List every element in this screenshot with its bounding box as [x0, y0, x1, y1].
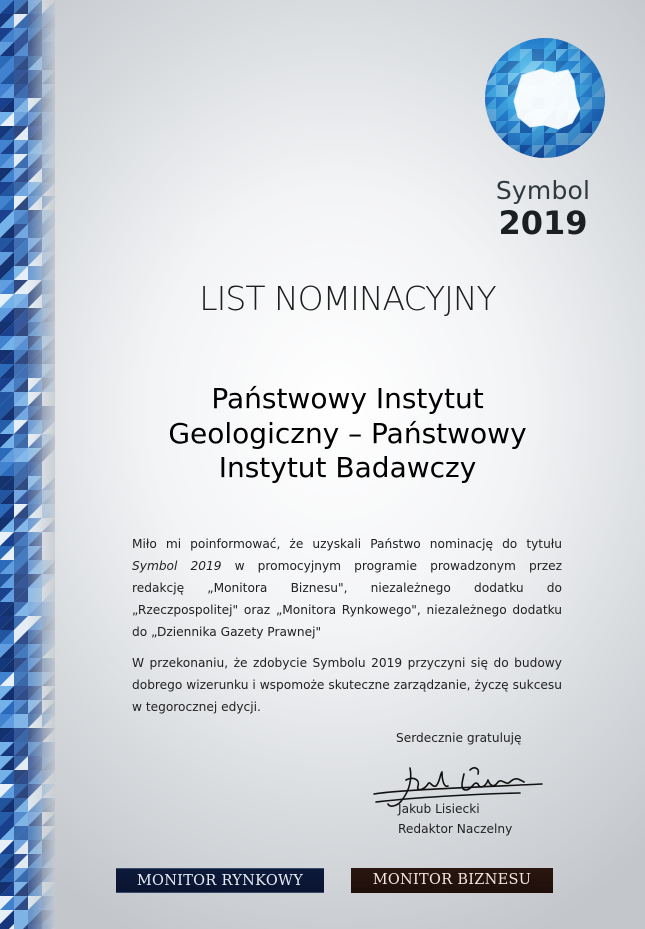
- nominee-line-1: Państwowy Instytut: [211, 382, 484, 415]
- monitor-rynkowy-logo: MONITOR RYNKOWY: [116, 868, 324, 893]
- p1-text-b: w promocyjnym programie prowadzonym przez redakcję „Monitora Biznesu", niezależnego dodatku do „Rzeczpospolitej" oraz „Monitora Rynkowego", niezależnego dodatku do „Dziennika Gazety Prawnej": [132, 559, 562, 639]
- signer-name: Jakub Lisiecki: [398, 802, 480, 816]
- letter-paragraph-1: [132, 533, 562, 643]
- nominee-line-2: Geologiczny – Państwowy: [168, 416, 527, 450]
- symbol-emblem-icon: [484, 37, 606, 159]
- document-title: LIST NOMINACYJNY: [199, 279, 496, 318]
- monitor-biznesu-logo: MONITOR BIZNESU: [351, 868, 553, 893]
- p1-symbol-text: Symbol 2019: [132, 559, 222, 573]
- signer-role: Redaktor Naczelny: [398, 822, 513, 836]
- letter-paragraph-2: W przekonaniu, że zdobycie Symbolu 2019 przyczyni się do budowy dobrego wizerunku i wspomoże skuteczne zarządzanie, życzę sukcesu w tegorocznej edycji.: [132, 656, 562, 714]
- nominee-line-3: Instytut Badawczy: [218, 451, 477, 484]
- badge-word: Symbol: [495, 176, 591, 205]
- p1-text-a: Miło mi poinformować, że uzyskali Państwo nominację do tytułu: [132, 537, 562, 551]
- nominee-name: [120, 382, 575, 486]
- decorative-mosaic-strip: [0, 0, 55, 929]
- badge-year: 2019: [498, 204, 588, 242]
- mosaic-pattern: [0, 0, 55, 929]
- greeting: Serdecznie gratuluję: [396, 731, 522, 745]
